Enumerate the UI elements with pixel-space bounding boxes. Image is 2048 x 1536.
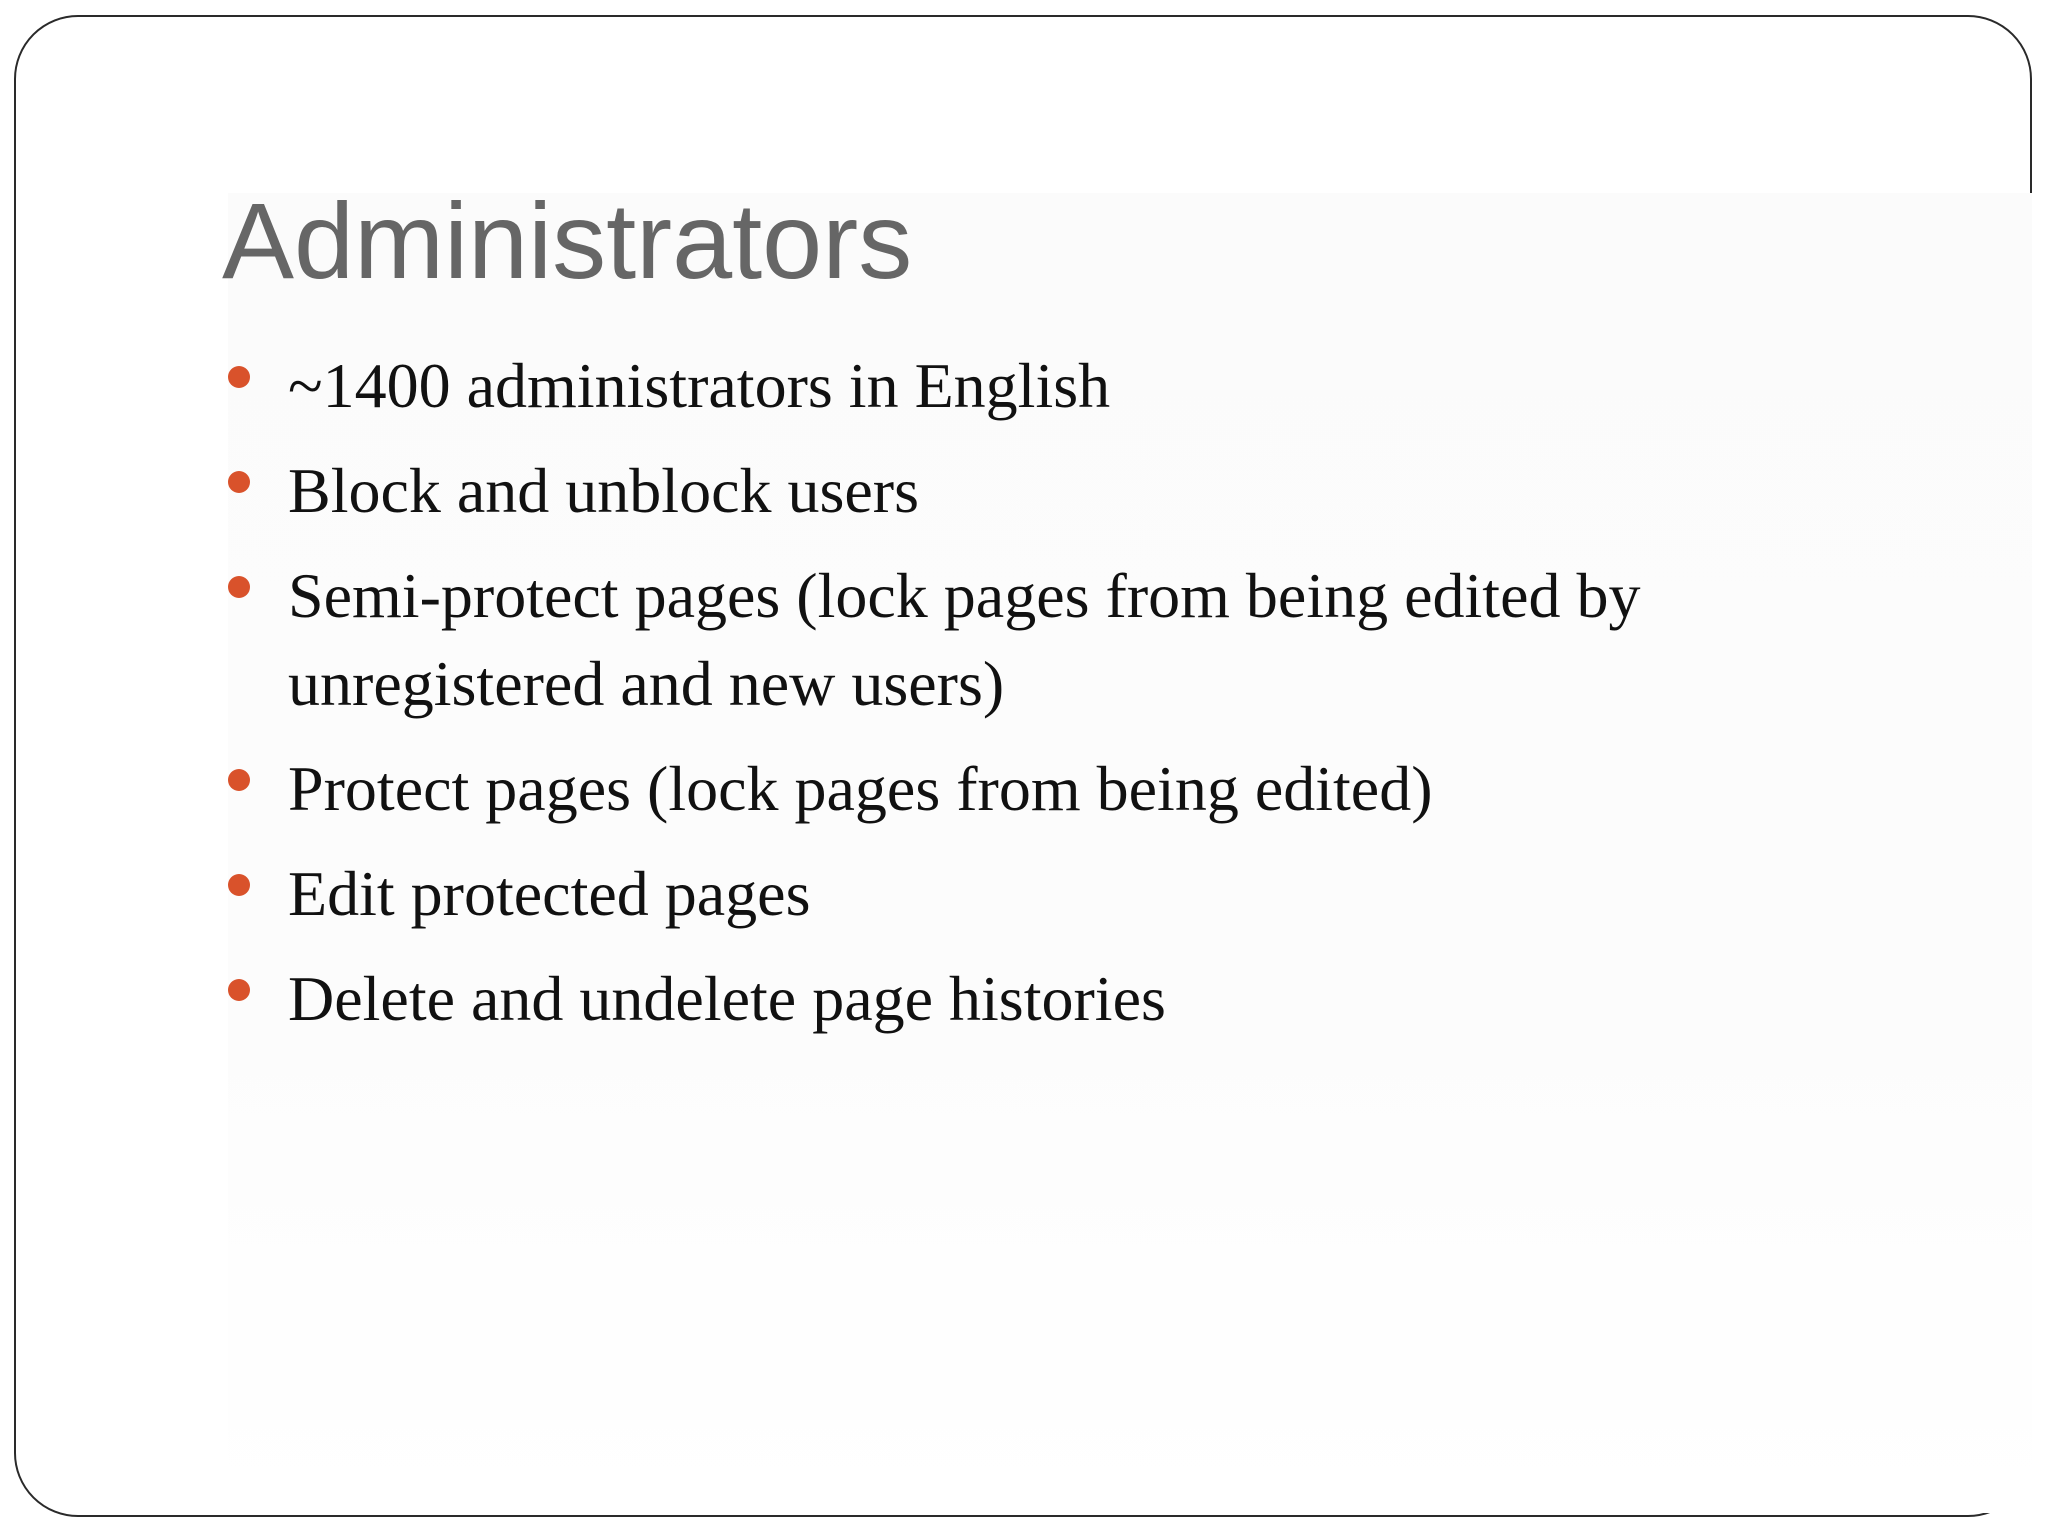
- slide-title: Administrators: [222, 180, 913, 301]
- bullet-text: Edit protected pages: [288, 858, 811, 929]
- bullet-dot-icon: [228, 874, 250, 896]
- bullet-text: Delete and undelete page histories: [288, 963, 1166, 1034]
- bullet-text: Protect pages (lock pages from being edited): [288, 753, 1433, 824]
- bullet-text: ~1400 administrators in English: [288, 350, 1111, 421]
- bullet-dot-icon: [228, 576, 250, 598]
- bullet-list: [228, 342, 1728, 1060]
- bullet-dot-icon: [228, 769, 250, 791]
- list-item: [228, 447, 1728, 535]
- list-item: [228, 745, 1728, 833]
- list-item: [228, 342, 1728, 430]
- bullet-dot-icon: [228, 366, 250, 388]
- bullet-dot-icon: [228, 979, 250, 1001]
- list-item: [228, 850, 1728, 938]
- list-item: [228, 552, 1728, 728]
- list-item: [228, 955, 1728, 1043]
- bullet-text: Semi-protect pages (lock pages from being edited by unregistered and new users): [288, 560, 1641, 719]
- bullet-text: Block and unblock users: [288, 455, 919, 526]
- bullet-dot-icon: [228, 471, 250, 493]
